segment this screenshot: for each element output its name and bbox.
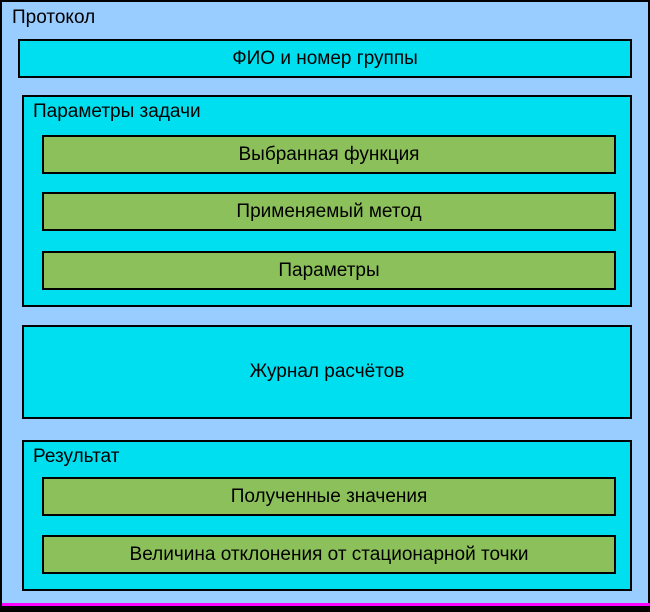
selected-function-label: Выбранная функция	[238, 143, 420, 165]
calculation-journal-label: Журнал расчётов	[249, 361, 405, 382]
task-parameters-title: Параметры задачи	[33, 101, 201, 122]
parameters-box	[42, 251, 616, 290]
bottom-black-strip	[2, 606, 650, 610]
deviation-box	[42, 535, 616, 574]
parameters-label: Параметры	[278, 259, 380, 281]
obtained-values-label: Полученные значения	[230, 485, 428, 507]
applied-method-box	[42, 192, 616, 231]
result-section	[22, 440, 632, 591]
fio-group-label: ФИО и номер группы	[232, 47, 418, 69]
fio-group-box	[18, 39, 632, 78]
obtained-values-box	[42, 477, 616, 516]
selected-function-box	[42, 135, 616, 174]
applied-method-label: Применяемый метод	[236, 200, 422, 222]
task-parameters-section	[22, 95, 632, 307]
calculation-journal-box	[22, 325, 632, 419]
deviation-label: Величина отклонения от стационарной точки	[129, 543, 529, 565]
protocol-title: Протокол	[12, 7, 96, 28]
result-title: Результат	[33, 446, 120, 467]
